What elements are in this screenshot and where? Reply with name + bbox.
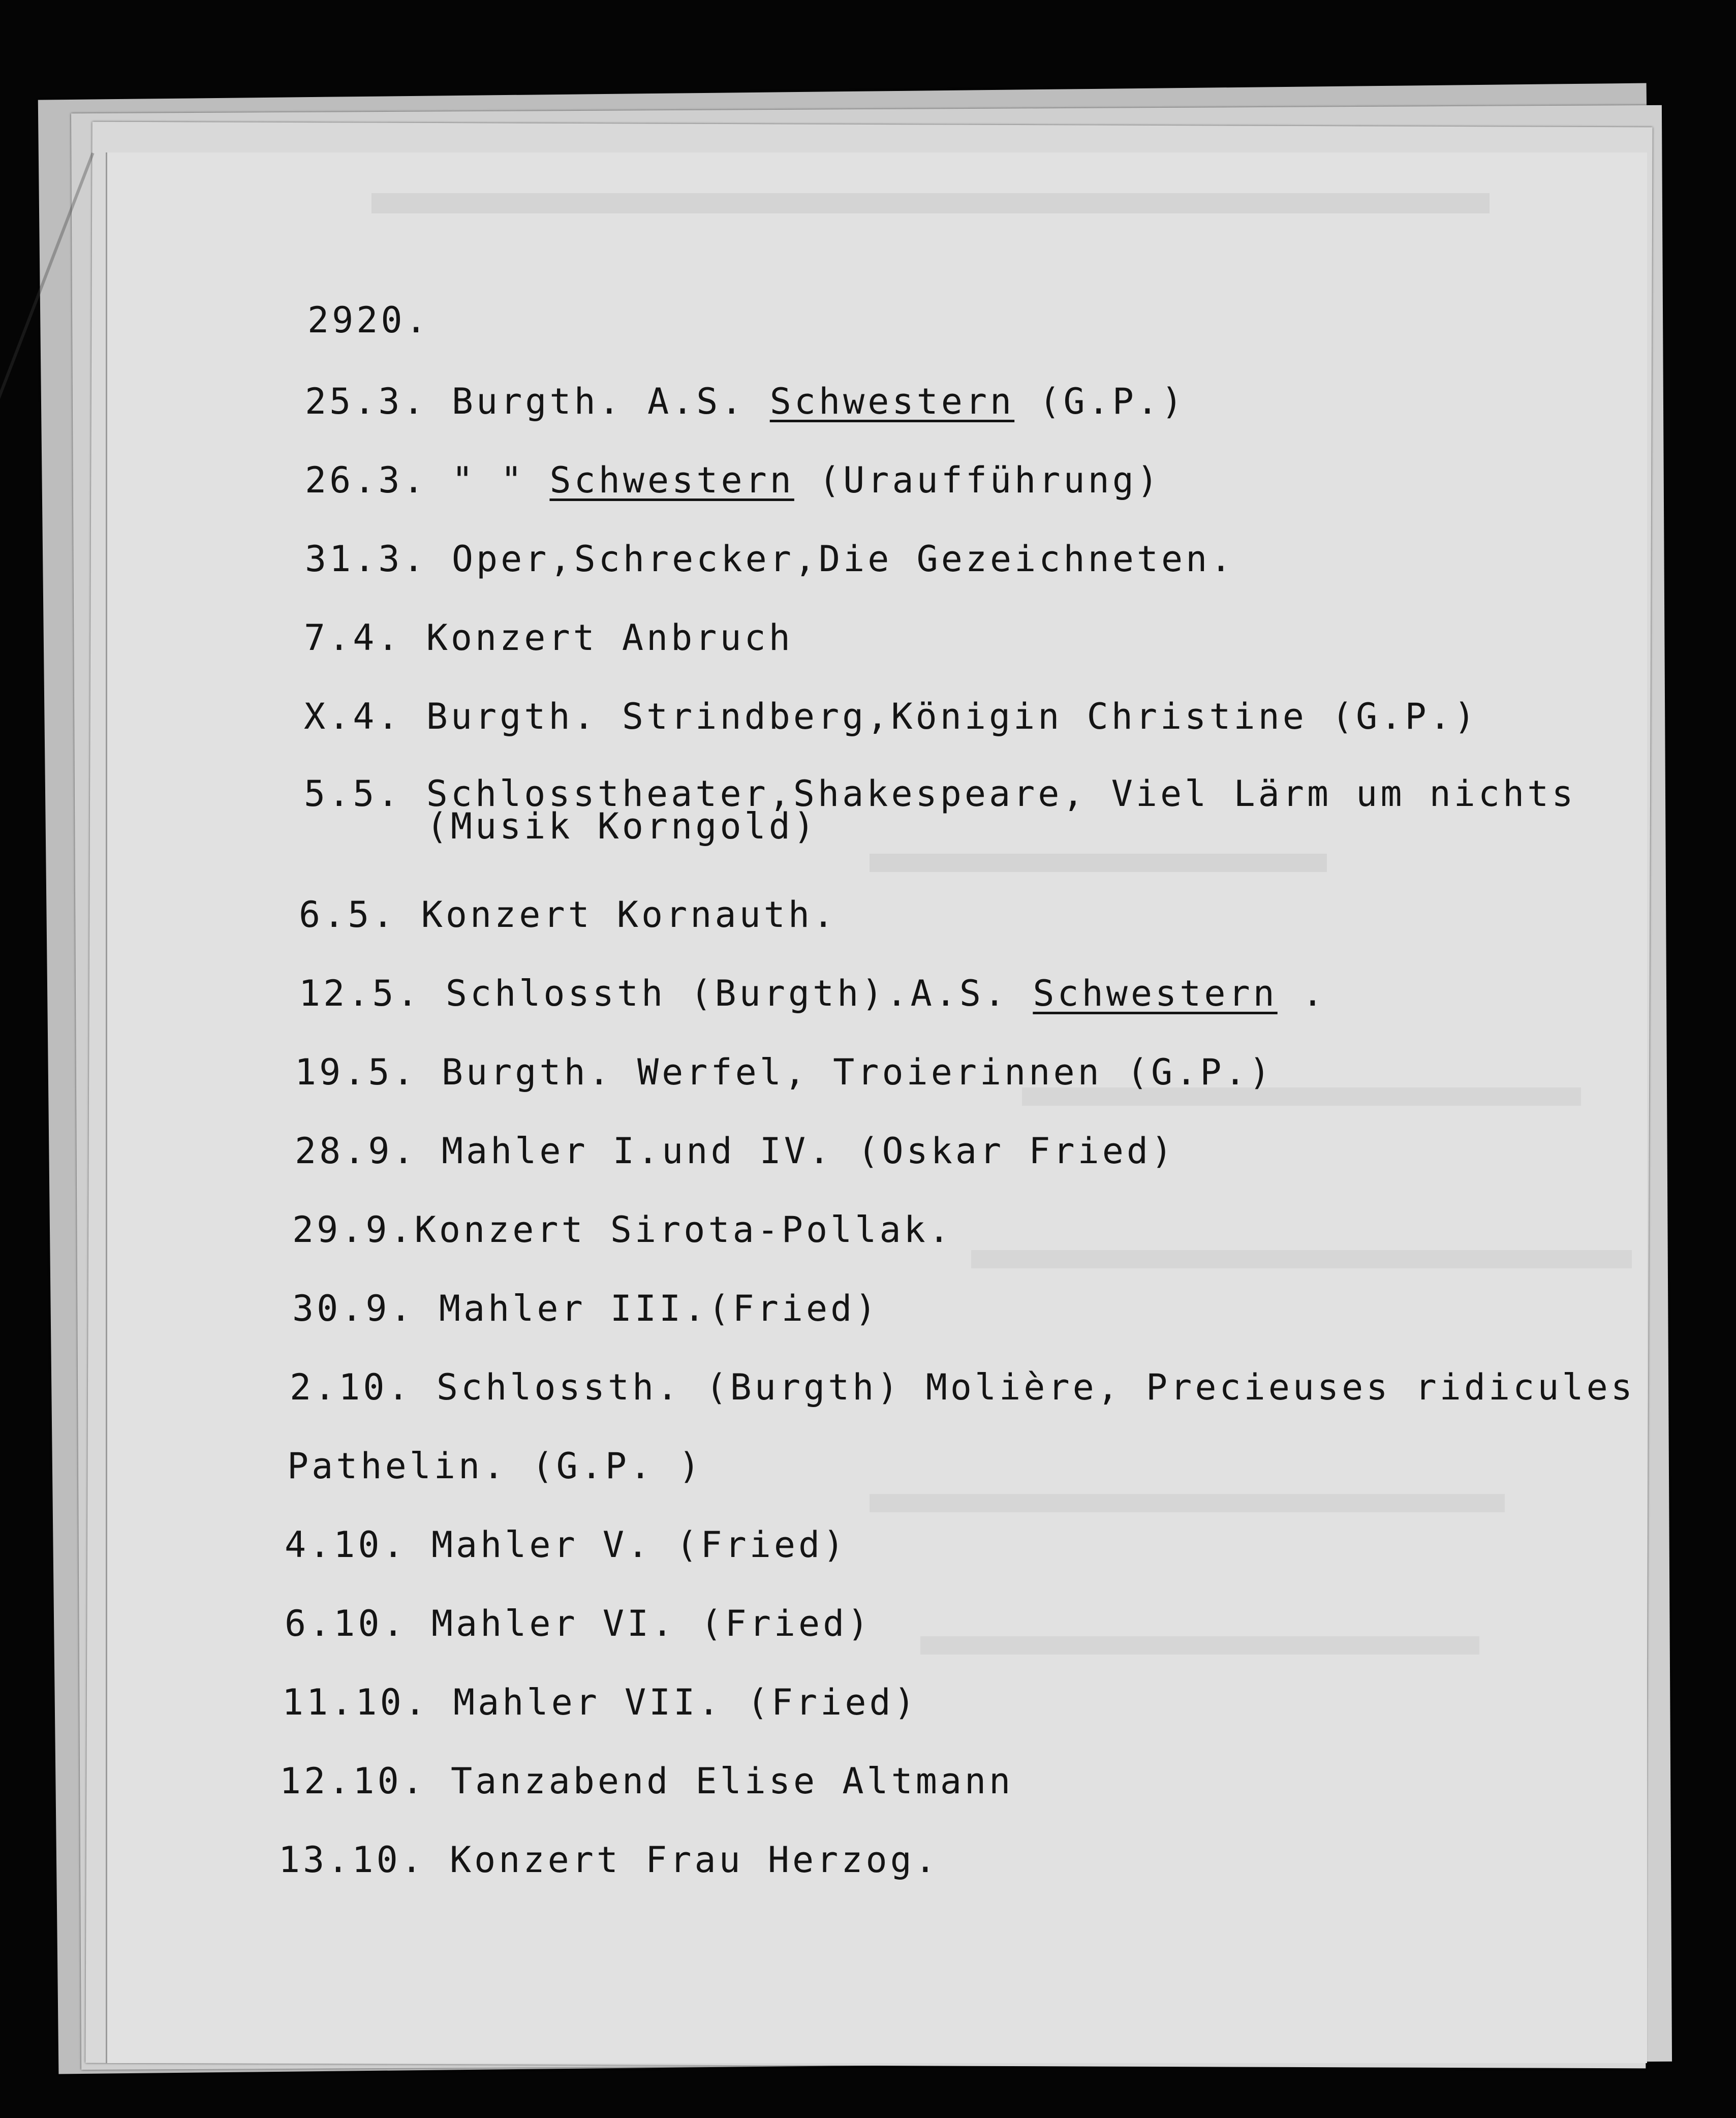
entry-text: Pathelin. (G.P. ) <box>287 1445 703 1487</box>
underlined-title: Schwestern <box>549 459 794 501</box>
entry-text: Schlossth. (Burgth) Molière, Precieuses ridicules <box>412 1366 1635 1408</box>
log-entry <box>292 1288 880 1329</box>
entry-date: 30.9. <box>292 1288 415 1329</box>
bleed-through-mark <box>920 1636 1479 1655</box>
entry-text: Konzert Sirota-Pollak. <box>414 1209 953 1251</box>
entry-text: Burgth. Strindberg,Königin Christine (G.P.) <box>401 696 1478 737</box>
log-entry <box>299 894 838 936</box>
entry-date: 12.5. <box>299 973 421 1014</box>
entry-text: Oper,Schrecker,Die Gezeichneten. <box>427 538 1235 580</box>
bleed-through-mark <box>870 854 1327 872</box>
entry-date: 6.10. <box>285 1603 407 1644</box>
log-entry <box>295 1051 1274 1093</box>
log-entry <box>280 1760 1014 1802</box>
entry-text: " " <box>427 459 550 501</box>
year-heading: 2920. <box>307 299 430 341</box>
log-entry <box>285 1524 848 1566</box>
entry-text: Mahler VII. (Fried) <box>428 1681 918 1723</box>
log-entry <box>295 1130 1176 1172</box>
entry-text: Tanzabend Elise Altmann <box>426 1760 1014 1802</box>
entry-suffix: (G.P.) <box>1014 381 1186 422</box>
entry-text: Schlossth (Burgth).A.S. <box>421 973 1033 1014</box>
entry-text: Mahler III.(Fried) <box>414 1288 880 1329</box>
entry-suffix: (Uraufführung) <box>794 459 1162 501</box>
entry-date: 25.3. <box>305 381 427 422</box>
entry-date: 11.10. <box>282 1681 429 1723</box>
entry-date: 19.5. <box>295 1051 417 1093</box>
bleed-through-mark <box>971 1250 1632 1268</box>
log-entry <box>304 617 793 659</box>
log-entry <box>299 973 1327 1014</box>
log-entry <box>278 1839 939 1881</box>
entry-date: 12.10. <box>280 1760 426 1802</box>
entry-date: 4.10. <box>285 1524 407 1566</box>
log-entry <box>304 773 1576 847</box>
bleed-through-mark <box>371 193 1490 213</box>
log-entry <box>305 381 1186 422</box>
log-entry <box>305 538 1235 580</box>
entry-text: Mahler VI. (Fried) <box>407 1603 872 1644</box>
log-entry <box>305 459 1162 501</box>
log-entry <box>287 1445 703 1487</box>
underlined-title: Schwestern <box>1033 973 1278 1014</box>
entry-date: 6.5. <box>299 894 397 936</box>
bleed-through-mark <box>870 1494 1505 1512</box>
entry-text: Mahler V. (Fried) <box>407 1524 848 1566</box>
entry-text: Schlosstheater,Shakespeare, Viel Lärm um nichts (Musik Korngold) <box>426 773 1576 847</box>
log-entry <box>290 1366 1635 1408</box>
entry-date: X.4. <box>304 696 402 737</box>
entry-text: Konzert Kornauth. <box>396 894 838 936</box>
underlined-title: Schwestern <box>769 381 1015 422</box>
entry-text: Mahler I.und IV. (Oskar Fried) <box>417 1130 1176 1172</box>
entry-date: 31.3. <box>305 538 427 580</box>
entry-date: 26.3. <box>305 459 427 501</box>
log-entry <box>282 1681 918 1723</box>
entry-date: 7.4. <box>304 617 402 659</box>
entry-suffix: . <box>1277 973 1327 1014</box>
entry-date: 13.10. <box>278 1839 425 1881</box>
entry-text: Konzert Anbruch <box>401 617 793 659</box>
log-entry <box>292 1209 953 1251</box>
entry-text: Burgth. A.S. <box>427 381 770 422</box>
entry-text: Konzert Frau Herzog. <box>425 1839 939 1881</box>
entry-date: 5.5. <box>304 773 402 815</box>
entry-date: 28.9. <box>295 1130 417 1172</box>
entry-text: Burgth. Werfel, Troierinnen (G.P.) <box>417 1051 1274 1093</box>
log-entry <box>285 1603 872 1644</box>
entry-date: 2.10. <box>290 1366 412 1408</box>
entry-date: 29.9. <box>292 1209 415 1251</box>
log-entry <box>304 696 1478 737</box>
